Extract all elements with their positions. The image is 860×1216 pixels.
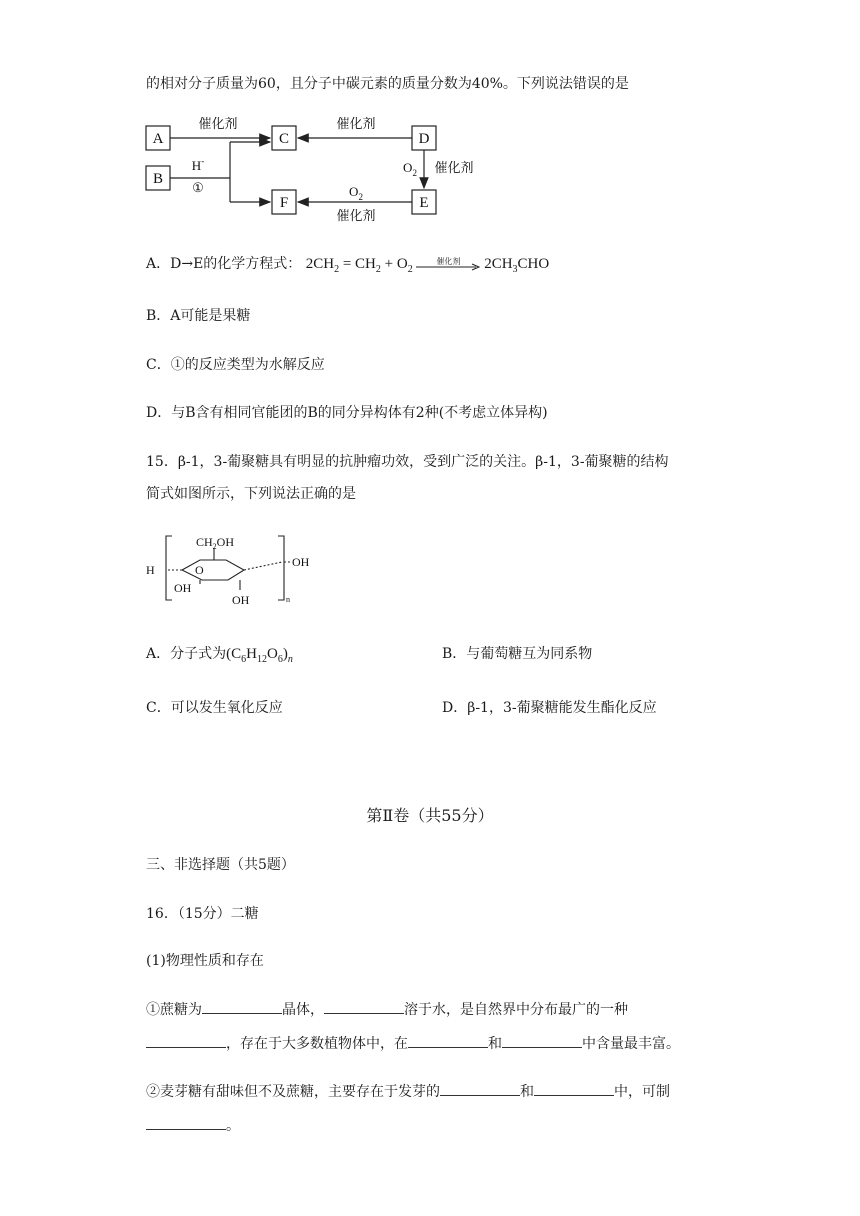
formula: $(C_6H_{12}O_6)_n$ [226,646,293,665]
blank-7[interactable] [534,1081,614,1096]
cat-a-c: 催化剂 [198,116,238,131]
oh-right-label: OH [292,555,310,569]
label-f: F [279,195,289,211]
label-e: E [419,195,429,211]
cat-d-c: 催化剂 [336,116,376,131]
blank-5[interactable] [502,1033,582,1048]
q15-option-d: D．β-1，3-葡聚糖能发生酯化反应 [442,700,657,716]
blank-4[interactable] [408,1033,488,1048]
section-title: 第Ⅱ卷（共55分） [366,806,494,825]
cat-d-e: 催化剂 [434,160,474,175]
q16-line-2: ，存在于大多数植物体中，在 和 中含量最丰富。 [146,1033,680,1054]
q16-subheading-1: (1)物理性质和存在 [146,953,264,969]
h-minus-label: H- [191,156,205,173]
q14-option-a [146,254,549,280]
blank-3[interactable] [146,1033,226,1048]
q15-line-1: 15．β-1，3-葡聚糖具有明显的抗肿瘤功效，受到广泛的关注。β-1，3-葡聚糖的结构 [146,454,669,470]
bracket-right [278,536,284,600]
oh-bottom-label: OH [232,593,250,607]
blank-6[interactable] [440,1081,520,1096]
label-c: C [278,131,290,147]
q16-line-4: 。 [146,1115,240,1136]
pyranose-ring [182,560,244,580]
glucan-structure [0,528,860,618]
reaction-arrow: 催化剂 [416,258,480,272]
ring-o-label: O [195,563,204,577]
blank-8[interactable] [146,1115,226,1130]
o2-label-ef: $O_2$ [349,184,363,202]
n-subscript: n [286,595,290,604]
option-a-prefix: A．D→E的化学方程式： [146,256,302,272]
blank-2[interactable] [324,999,404,1014]
q15-option-b: B．与葡萄糖互为同系物 [442,646,593,662]
equation: $2CH_2 = CH_2 + O_2$ 催化剂 $2CH_3CHO$ [305,256,550,275]
label-a: A [152,131,164,147]
step-1-label: ① [192,180,204,195]
label-d: D [418,131,430,147]
q16-line-1: ①蔗糖为 晶体， 溶于水，是自然界中分布最广的一种 [146,999,628,1020]
part-3-heading: 三、非选择题（共5题） [146,857,295,873]
h-end-label: H [146,563,155,577]
cat-e-f: 催化剂 [336,208,376,223]
q14-option-c: C．①的反应类型为水解反应 [146,357,325,373]
q15-option-a: A．分子式为$(C_6H_{12}O_6)_n$ [146,646,293,665]
q16-line-3: ②麦芽糖有甜味但不及蔗糖，主要存在于发芽的 和 中，可制 [146,1081,670,1102]
reaction-scheme [0,110,860,350]
q16-title: 16．（15分）二糖 [146,906,259,922]
oh-left-label: OH [174,581,192,595]
q15-line-2: 简式如图所示，下列说法正确的是 [146,486,356,502]
q14-option-b: B．A可能是果糖 [146,308,251,324]
q14-tail-text: 的相对分子质量为60，且分子中碳元素的质量分数为40%。下列说法错误的是 [146,76,629,92]
q14-option-d: D．与B含有相同官能团的B的同分异构体有2种(不考虑立体异构) [146,405,548,421]
bracket-left [166,536,172,600]
blank-1[interactable] [202,999,282,1014]
o2-label-de: $O_2$ [403,160,417,178]
ch2oh-label: $CH_2OH$ [196,535,235,551]
q15-option-c: C．可以发生氧化反应 [146,700,283,716]
label-b: B [152,171,164,187]
